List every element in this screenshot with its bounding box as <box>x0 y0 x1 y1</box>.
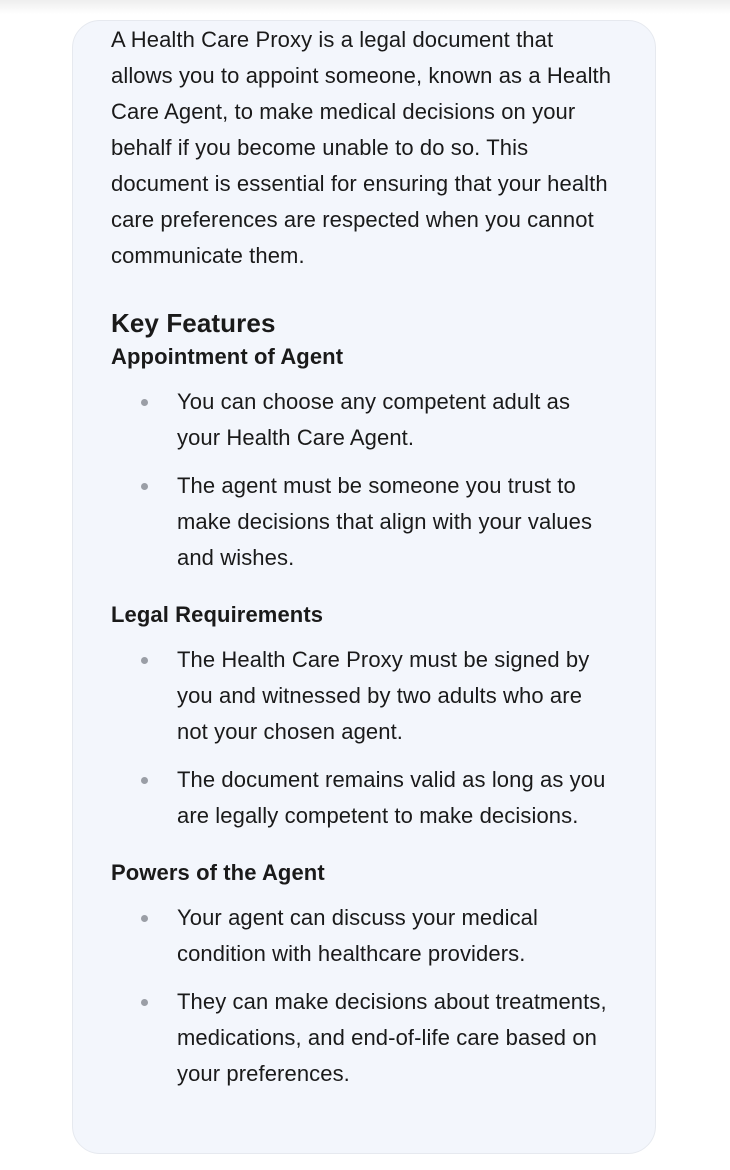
bullet-dot-icon <box>141 483 148 490</box>
bullet-dot-icon <box>141 999 148 1006</box>
message-card <box>72 20 656 1154</box>
list-item <box>111 642 617 750</box>
list-item-text: The Health Care Proxy must be signed by you and witnessed by two adults who are not your chosen agent. <box>177 647 590 744</box>
key-features-heading: Key Features <box>111 308 276 338</box>
bullet-dot-icon <box>141 915 148 922</box>
section-title-appointment-of-agent: Appointment of Agent <box>111 344 344 369</box>
bullet-list-appointment-of-agent <box>111 384 617 576</box>
intro-paragraph: A Health Care Proxy is a legal document that allows you to appoint someone, known as a Health Care Agent, to make medical decisions on your behalf if you become unable to do so. This document is essential for ensuring that your health care preferences are respected when you cannot communicate them. <box>111 27 612 268</box>
top-shadow <box>0 0 730 14</box>
list-item-text: You can choose any competent adult as your Health Care Agent. <box>177 389 571 450</box>
section-title-powers-of-the-agent: Powers of the Agent <box>111 860 325 885</box>
section-title-legal-requirements: Legal Requirements <box>111 602 324 627</box>
bullet-dot-icon <box>141 399 148 406</box>
list-item-text: Your agent can discuss your medical condition with healthcare providers. <box>177 905 538 966</box>
list-item <box>111 468 617 576</box>
list-item <box>111 900 617 972</box>
bullet-dot-icon <box>141 777 148 784</box>
list-item <box>111 984 617 1092</box>
list-item <box>111 762 617 834</box>
list-item-text: The agent must be someone you trust to make decisions that align with your values and wishes. <box>177 473 593 570</box>
list-item <box>111 384 617 456</box>
bullet-list-powers-of-the-agent <box>111 900 617 1092</box>
list-item-text: They can make decisions about treatments, medications, and end-of-life care based on your preferences. <box>177 989 607 1086</box>
bullet-list-legal-requirements <box>111 642 617 834</box>
list-item-text: The document remains valid as long as you are legally competent to make decisions. <box>177 767 606 828</box>
bullet-dot-icon <box>141 657 148 664</box>
